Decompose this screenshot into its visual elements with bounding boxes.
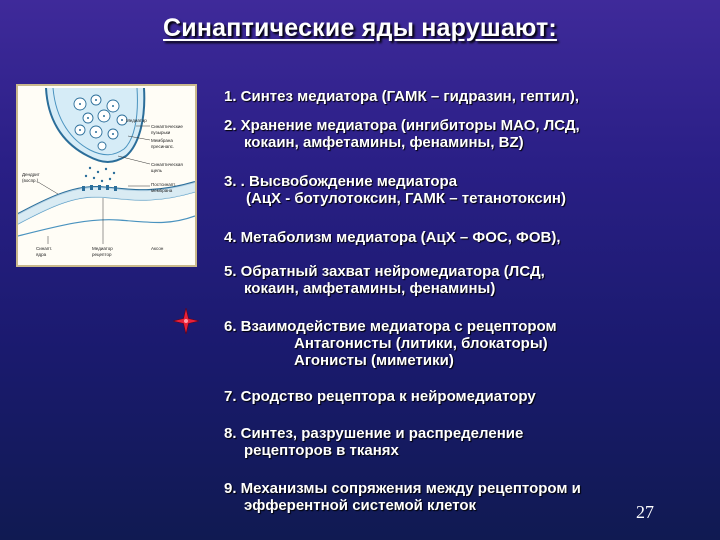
list-item-6-line-3: Агонисты (миметики) (294, 352, 454, 369)
star-bullet-icon (173, 308, 199, 334)
fig-label-left: Синапт. (36, 246, 53, 251)
fig-label-dendrite-2: (воспр.) (22, 178, 39, 183)
list-item-3-line-2: (АцХ - ботулотоксин, ГАМК – тетанотоксин) (246, 190, 566, 207)
list-item-8 (224, 425, 523, 459)
list-item-8-line-2: рецепторов в тканях (244, 442, 399, 459)
fig-label-left-2: ядра (36, 252, 47, 257)
list-item-1-line-1: 1. Синтез медиатора (ГАМК – гидразин, гептил), (224, 88, 579, 105)
fig-label-cleft-2: щель (151, 168, 162, 173)
list-item-9 (224, 480, 581, 514)
list-item-2-line-1: 2. Хранение медиатора (ингибиторы МАО, ЛСД, (224, 117, 580, 134)
list-item-7 (224, 388, 536, 405)
fig-label-membrane-2: пресинапс. (151, 144, 175, 149)
list-item-2 (224, 117, 580, 151)
synapse-diagram (16, 84, 197, 267)
list-item-5-line-2: кокаин, амфетамины, фенамины) (244, 280, 496, 297)
list-item-7-line-1: 7. Сродство рецептора к нейромедиатору (224, 388, 536, 405)
list-item-8-line-1: 8. Синтез, разрушение и распределение (224, 425, 524, 442)
list-item-9-line-1: 9. Механизмы сопряжения между рецептором и (224, 480, 581, 497)
fig-label-vesicles-2: пузырьки (151, 130, 171, 135)
list-item-3 (224, 173, 566, 207)
page-number: 27 (636, 502, 654, 522)
list-item-5-line-1: 5. Обратный захват нейромедиатора (ЛСД, (224, 263, 545, 280)
fig-label-mediator: Медиатор (126, 118, 147, 123)
fig-label-cleft: Синаптическая (151, 162, 183, 167)
list-item-4-line-1: 4. Метаболизм медиатора (АцХ – ФОС, ФОВ), (224, 229, 561, 246)
list-item-6 (224, 318, 557, 369)
list-item-9-line-2: эфферентной системой клеток (244, 497, 477, 514)
list-item-1 (224, 88, 579, 105)
fig-label-dendrite: Дендрит (22, 172, 40, 177)
list-item-6-line-1: 6. Взаимодействие медиатора с рецептором (224, 318, 557, 335)
fig-label-postsyn-2: мембрана (151, 188, 173, 193)
synapse-drawing (18, 86, 195, 265)
list-item-6-line-2: Антагонисты (литики, блокаторы) (294, 335, 548, 352)
fig-label-vesicles: Синаптические (151, 124, 183, 129)
list-item-4 (224, 229, 561, 246)
fig-label-axon: Аксон (151, 246, 164, 251)
slide-title: Синаптические яды нарушают: (163, 14, 557, 42)
list-item-3-line-1: 3. . Высвобождение медиатора (224, 173, 458, 190)
fig-label-postsyn: Постсинапт. (151, 182, 176, 187)
fig-label-bottom-2: рецептор (92, 252, 112, 257)
list-item-2-line-2: кокаин, амфетамины, фенамины, BZ) (244, 134, 524, 151)
list-item-5 (224, 263, 545, 297)
fig-label-membrane: Мембрана (151, 138, 173, 143)
fig-label-bottom: Медиатор (92, 246, 113, 251)
